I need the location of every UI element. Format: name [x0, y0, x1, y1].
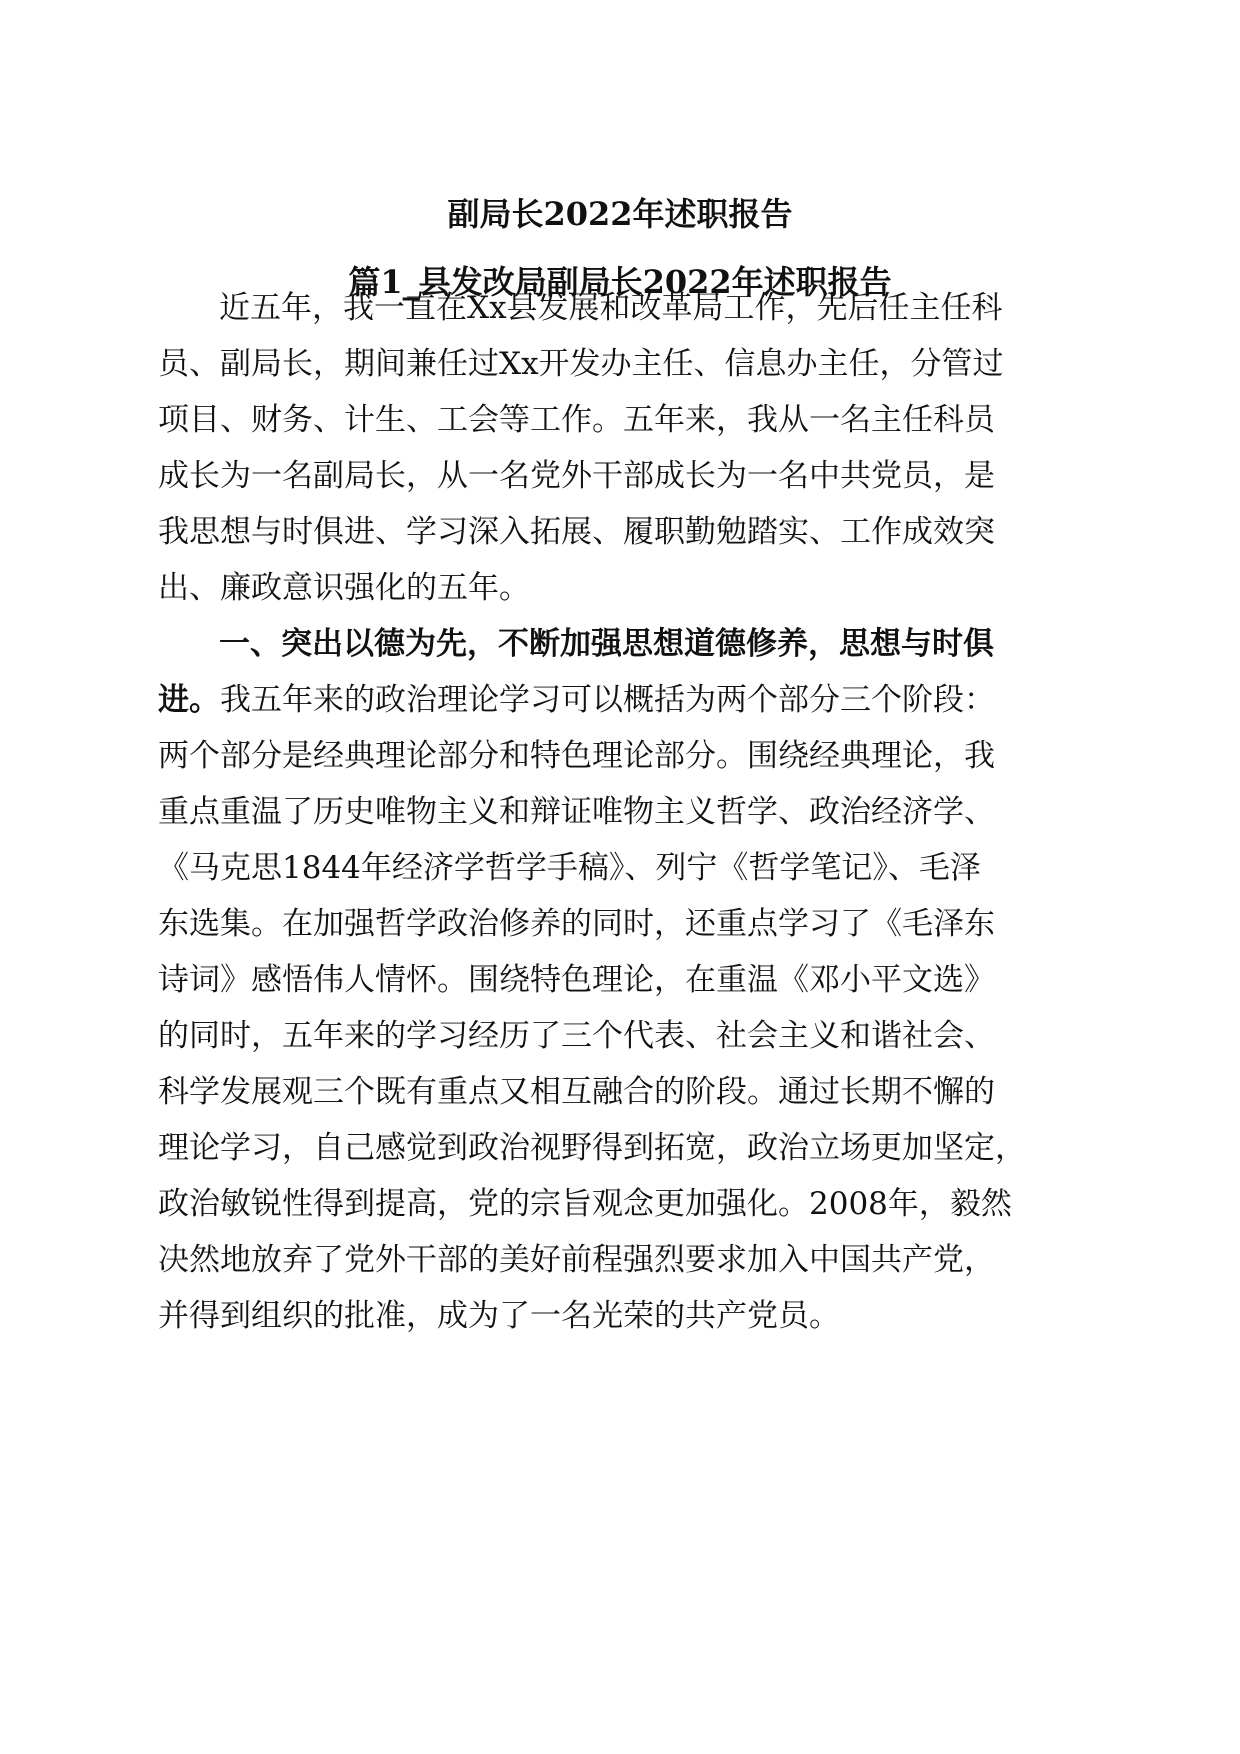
body-line: 两个部分是经典理论部分和特色理论部分。围绕经典理论，我: [158, 738, 995, 774]
section-heading-tail: 进。: [158, 682, 220, 718]
body-line: 重点重温了历史唯物主义和辩证唯物主义哲学、政治经济学、: [158, 794, 995, 830]
body-line: 科学发展观三个既有重点又相互融合的阶段。通过长期不懈的: [158, 1074, 995, 1110]
body-line: 的同时，五年来的学习经历了三个代表、社会主义和谐社会、: [158, 1018, 995, 1054]
body-line: 决然地放弃了党外干部的美好前程强烈要求加入中国共产党，: [158, 1242, 995, 1278]
body-line: 理论学习，自己感觉到政治视野得到拓宽，政治立场更加坚定，: [158, 1130, 1026, 1166]
document-title: 副局长2022年述职报告: [447, 195, 793, 233]
section-heading: 一、突出以德为先，不断加强思想道德修养，思想与时俱: [219, 626, 994, 662]
section-heading-continued: [158, 680, 995, 720]
body-line: 我思想与时俱进、学习深入拓展、履职勤勉踏实、工作成效突: [158, 514, 995, 550]
document-subtitle: 篇1_县发改局副局长2022年述职报告: [348, 263, 892, 301]
body-line: 成长为一名副局长，从一名党外干部成长为一名中共党员，是: [158, 458, 995, 494]
body-text: 我五年来的政治理论学习可以概括为两个部分三个阶段：: [220, 682, 995, 718]
body-line: 东选集。在加强哲学政治修养的同时，还重点学习了《毛泽东: [158, 906, 995, 942]
body-line: 《马克思1844年经济学哲学手稿》、列宁《哲学笔记》、毛泽: [158, 850, 981, 886]
body-line: 项目、财务、计生、工会等工作。五年来，我从一名主任科员: [158, 402, 995, 438]
body-line: 政治敏锐性得到提高，党的宗旨观念更加强化。2008年，毅然: [158, 1186, 1012, 1222]
body-line: 诗词》感悟伟人情怀。围绕特色理论，在重温《邓小平文选》: [158, 962, 995, 998]
body-line: 员、副局长，期间兼任过Xx开发办主任、信息办主任，分管过: [158, 346, 1004, 382]
body-line: 并得到组织的批准，成为了一名光荣的共产党员。: [158, 1298, 840, 1334]
body-line: 近五年，我一直在Xx县发展和改革局工作，先后任主任科: [219, 290, 1003, 326]
body-line: 出、廉政意识强化的五年。: [158, 570, 530, 606]
